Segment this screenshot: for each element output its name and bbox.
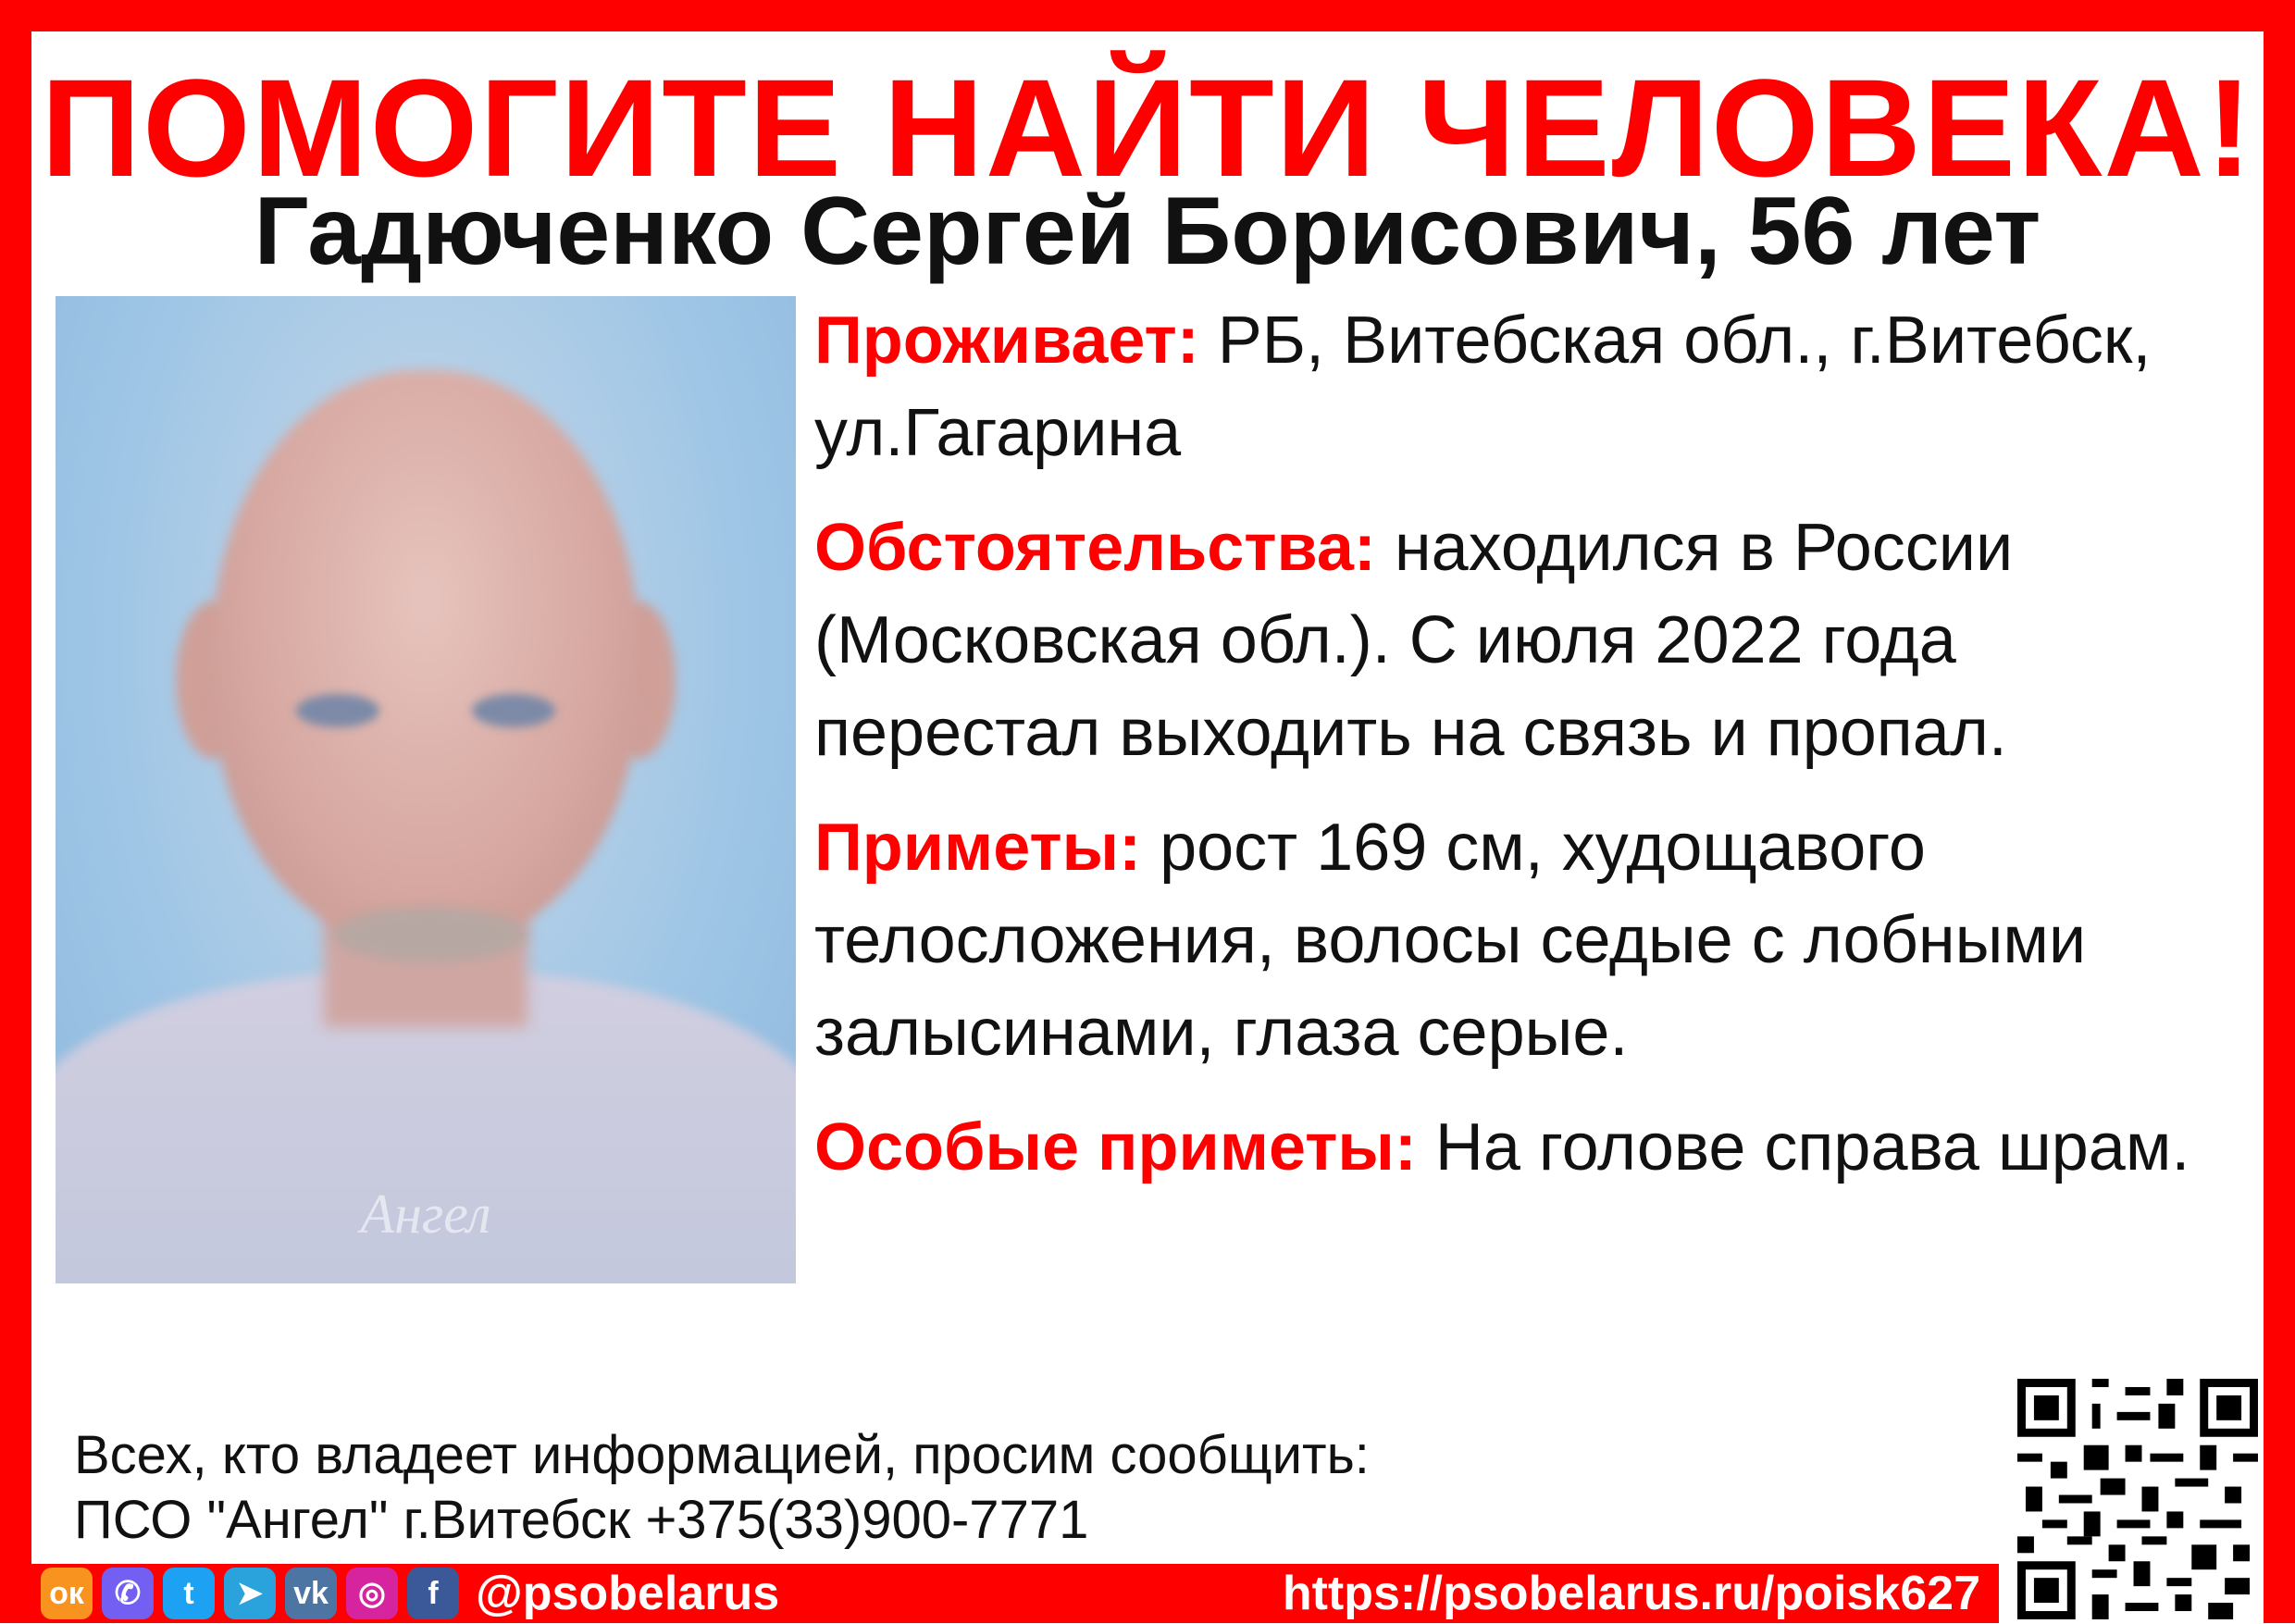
twitter-icon[interactable]: t — [163, 1568, 215, 1619]
circumstances-label: Обстоятельства: — [814, 511, 1376, 585]
vk-icon[interactable]: vk — [285, 1568, 337, 1619]
circumstances-value: находился в России (Московская обл.). С июля 2022 года перестал выходить на связь и пропал. — [814, 511, 2014, 770]
contact-block — [74, 1423, 1879, 1553]
special-features-row — [814, 1101, 2258, 1194]
residence-value: РБ, Витебская обл., г.Витебск, ул.Гагарина — [814, 304, 2152, 470]
social-handle[interactable]: @psobelarus — [476, 1567, 780, 1620]
features-label: Приметы: — [814, 811, 1142, 885]
photo-watermark: Ангел — [360, 1184, 491, 1245]
details-block — [814, 294, 2258, 1216]
contact-request: Всех, кто владеет информацией, просим сообщить: — [74, 1425, 1370, 1485]
qr-code[interactable] — [2017, 1379, 2258, 1619]
photo-head — [213, 370, 639, 944]
photo-eye-left — [296, 694, 379, 727]
odnoklassniki-icon[interactable]: ок — [41, 1568, 93, 1619]
photo-eye-right — [472, 694, 555, 727]
special-features-value: На голове справа шрам. — [1434, 1110, 2190, 1184]
photo-mustache — [333, 907, 527, 962]
contact-phone: ПСО "Ангел" г.Витебск +375(33)900-7771 — [74, 1490, 1089, 1550]
facebook-icon[interactable]: f — [407, 1568, 459, 1619]
telegram-icon[interactable]: ➤ — [224, 1568, 276, 1619]
instagram-icon[interactable]: ◎ — [346, 1568, 398, 1619]
search-url-link[interactable]: https://psobelarus.ru/poisk627 — [1282, 1567, 1980, 1620]
circumstances-row — [814, 502, 2258, 779]
features-value: рост 169 см, худощавого телосложения, волосы седые с лобными залысинами, глаза серые. — [814, 811, 2087, 1070]
social-links — [41, 1568, 779, 1619]
residence-label: Проживает: — [814, 304, 1199, 378]
viber-icon[interactable]: ✆ — [102, 1568, 154, 1619]
qr-code-graphic — [2017, 1379, 2258, 1619]
features-row — [814, 801, 2258, 1079]
missing-person-name: Гадюченко Сергей Борисович, 56 лет — [254, 178, 2041, 285]
headline: ПОМОГИТЕ НАЙТИ ЧЕЛОВЕКА! — [41, 50, 2254, 205]
person-photo — [56, 296, 796, 1283]
special-features-label: Особые приметы: — [814, 1110, 1417, 1184]
residence-row — [814, 294, 2258, 479]
